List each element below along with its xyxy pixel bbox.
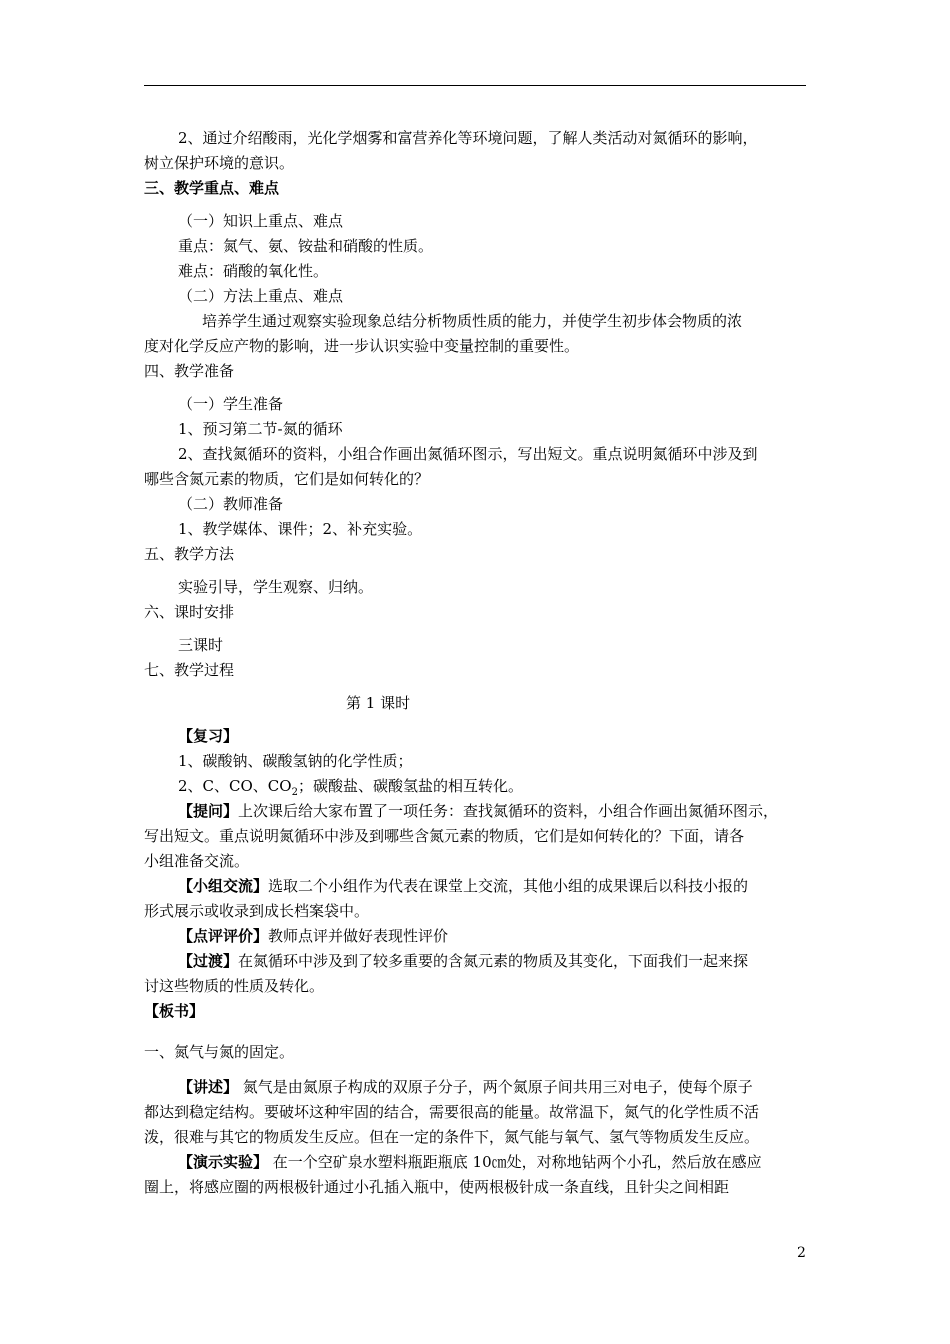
section-heading: 七、教学过程	[144, 661, 235, 679]
text-line: 1、教学媒体、课件；2、补充实验。	[178, 520, 423, 538]
text-line: 实验引导，学生观察、归纳。	[178, 578, 374, 596]
text-line: 讨这些物质的性质及转化。	[144, 977, 325, 995]
text-line: 写出短文。重点说明氮循环中涉及到哪些含氮元素的物质，它们是如何转化的？下面，请各	[144, 827, 745, 845]
text-line: 【点评评价】教师点评并做好表现性评价	[178, 927, 449, 945]
bracket-label: 【板书】	[144, 1002, 205, 1020]
text-line: 1、预习第二节-氮的循环	[178, 420, 343, 438]
text-line: 【提问】上次课后给大家布置了一项任务：查找氮循环的资料，小组合作画出氮循环图示，	[178, 802, 779, 820]
subsection-heading: （一）学生准备	[178, 395, 284, 413]
text-line: 2、查找氮循环的资料，小组合作画出氮循环图示，写出短文。重点说明氮循环中涉及到	[178, 445, 758, 463]
subsection-heading: （一）知识上重点、难点	[178, 212, 344, 230]
text-line: 泼，很难与其它的物质发生反应。但在一定的条件下，氮气能与氧气、氢气等物质发生反应。	[144, 1128, 760, 1146]
text-line: 三课时	[178, 636, 224, 654]
section-heading: 三、教学重点、难点	[144, 179, 280, 197]
text-line: 1、碳酸钠、碳酸氢钠的化学性质；	[178, 752, 413, 770]
text-line: 【小组交流】选取二个小组作为代表在课堂上交流，其他小组的成果课后以科技小报的	[178, 877, 749, 895]
text-line: 重点：氮气、氨、铵盐和硝酸的性质。	[178, 237, 434, 255]
bracket-label: 【复习】	[178, 727, 239, 745]
text-line: 小组准备交流。	[144, 852, 250, 870]
section-heading: 六、课时安排	[144, 603, 235, 621]
text-line: 培养学生通过观察实验现象总结分析物质性质的能力，并使学生初步体会物质的浓	[202, 312, 743, 330]
section-heading: 四、教学准备	[144, 362, 235, 380]
section-heading: 一、氮气与氮的固定。	[144, 1043, 295, 1061]
subsection-heading: （二）方法上重点、难点	[178, 287, 344, 305]
text-line: 【讲述】 氮气是由氮原子构成的双原子分子，两个氮原子间共用三对电子，使每个原子	[178, 1078, 753, 1096]
text-line: 【过渡】在氮循环中涉及到了较多重要的含氮元素的物质及其变化，下面我们一起来探	[178, 952, 749, 970]
text-line: 圈上，将感应圈的两根极针通过小孔插入瓶中，使两根极针成一条直线，且针尖之间相距	[144, 1178, 730, 1196]
text-line: 2、C、CO、$CO_2$；碳酸盐、碳酸氢盐的相互转化。	[178, 777, 523, 798]
subsection-heading: （二）教师准备	[178, 495, 284, 513]
header-rule	[144, 85, 806, 86]
section-heading: 五、教学方法	[144, 545, 235, 563]
text-line: 【演示实验】 在一个空矿泉水塑料瓶距瓶底 10㎝处，对称地钻两个小孔，然后放在感应	[178, 1153, 762, 1171]
text-line: 形式展示或收录到成长档案袋中。	[144, 902, 370, 920]
text-line: 度对化学反应产物的影响，进一步认识实验中变量控制的重要性。	[144, 337, 580, 355]
text-line: 哪些含氮元素的物质，它们是如何转化的？	[144, 470, 430, 488]
text-line: 2、通过介绍酸雨，光化学烟雾和富营养化等环境问题，了解人类活动对氮循环的影响，	[178, 129, 758, 147]
text-line: 都达到稳定结构。要破坏这种牢固的结合，需要很高的能量。故常温下，氮气的化学性质不活	[144, 1103, 760, 1121]
page-number: 2	[797, 1245, 806, 1261]
text-line: 树立保护环境的意识。	[144, 154, 295, 172]
lesson-title: 第 1 课时	[346, 694, 411, 712]
text-line: 难点：硝酸的氧化性。	[178, 262, 329, 280]
